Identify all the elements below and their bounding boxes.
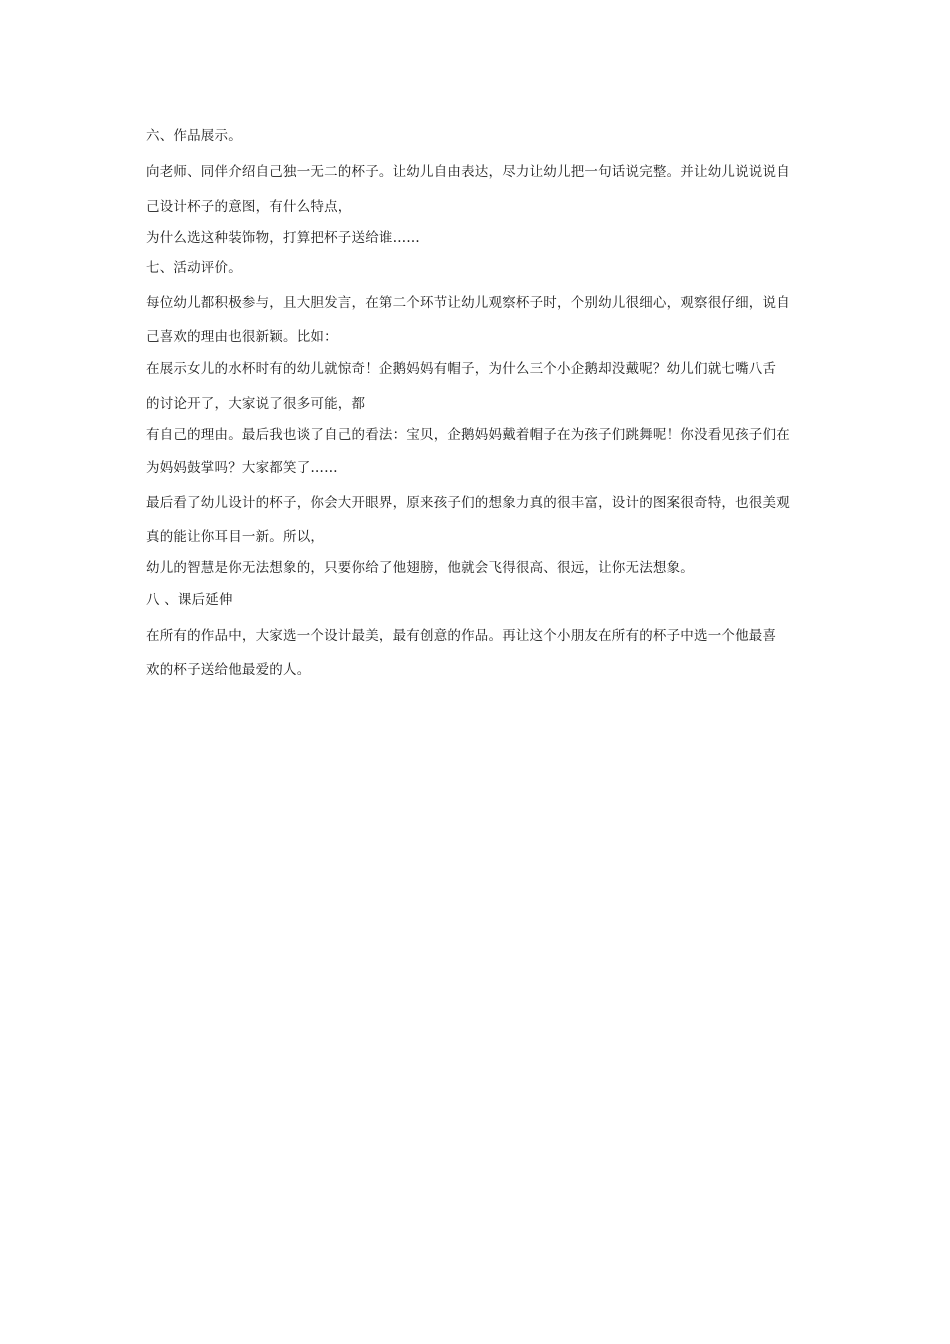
- paragraph-line: 向老师、同伴介绍自己独一无二的杯子。让幼儿自由表达，尽力让幼儿把一句话说完整。并让幼儿说说说自: [146, 164, 790, 180]
- paragraph-line: 为什么选这种装饰物，打算把杯子送给谁……: [146, 230, 420, 246]
- paragraph-line: 的讨论开了，大家说了很多可能，都: [146, 396, 366, 412]
- paragraph-line: 己设计杯子的意图，有什么特点，: [146, 199, 352, 215]
- paragraph-line: 真的能让你耳目一新。所以，: [146, 529, 325, 545]
- section-heading-seven: 七、活动评价。: [146, 260, 242, 276]
- section-heading-six: 六、作品展示。: [146, 128, 242, 144]
- paragraph-line: 最后看了幼儿设计的杯子，你会大开眼界，原来孩子们的想象力真的很丰富，设计的图案很奇特，也很美观: [146, 495, 790, 511]
- paragraph-line: 欢的杯子送给他最爱的人。: [146, 662, 311, 678]
- paragraph-line: 己喜欢的理由也很新颖。比如：: [146, 329, 338, 345]
- paragraph-line: 在展示女儿的水杯时有的幼儿就惊奇！企鹅妈妈有帽子，为什么三个小企鹅却没戴呢？幼儿们就七嘴八舌: [146, 361, 777, 377]
- paragraph-line: 每位幼儿都积极参与，且大胆发言，在第二个环节让幼儿观察杯子时，个别幼儿很细心，观察很仔细，说自: [146, 295, 790, 311]
- paragraph-line: 为妈妈鼓掌吗？大家都笑了……: [146, 460, 338, 476]
- paragraph-line: 幼儿的智慧是你无法想象的，只要你给了他翅膀，他就会飞得很高、很远，让你无法想象。: [146, 560, 694, 576]
- paragraph-line: 在所有的作品中，大家选一个设计最美，最有创意的作品。再让这个小朋友在所有的杯子中选一个他最喜: [146, 628, 777, 644]
- paragraph-line: 有自己的理由。最后我也谈了自己的看法：宝贝，企鹅妈妈戴着帽子在为孩子们跳舞呢！你没看见孩子们在: [146, 427, 790, 443]
- section-heading-eight: 八 、课后延伸: [146, 592, 233, 608]
